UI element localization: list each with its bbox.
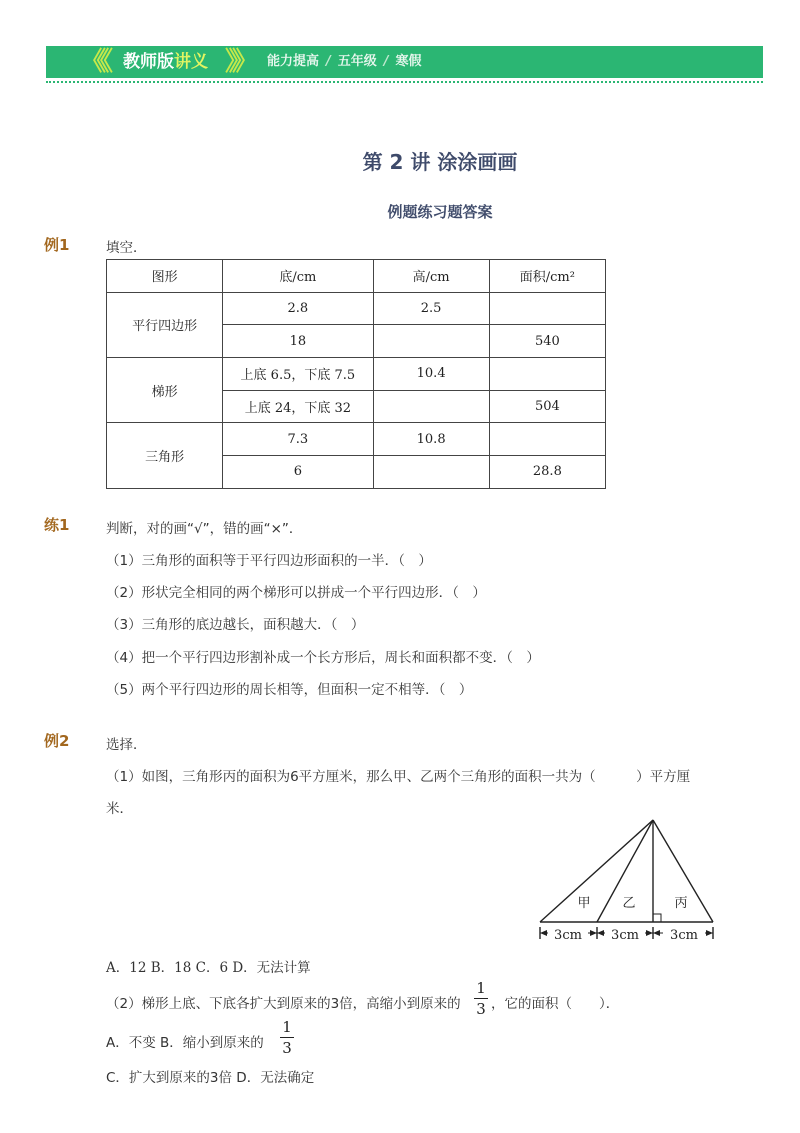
table-cell: 上底 24，下底 32 (223, 390, 373, 423)
judgement-item: （1）三角形的面积等于平行四边形面积的一半．（ ） (106, 553, 432, 569)
table-cell: 2.5 (373, 292, 489, 325)
chevron-right-icon: 》》 (225, 47, 253, 77)
label-yi: 乙 (622, 896, 636, 911)
table-cell: 上底 6.5，下底 7.5 (223, 358, 373, 391)
table-cell (489, 292, 605, 325)
header-title-part1: 教师版 (123, 52, 174, 72)
shape-name-cell: 梯形 (107, 358, 223, 423)
breadcrumb (267, 46, 422, 78)
fraction-denominator: 3 (476, 1000, 486, 1018)
dimension-label: 3cm (670, 928, 698, 943)
chevron-left-icon: 《《 (80, 47, 108, 77)
example-1-tag: 例1 (44, 236, 70, 254)
label-jia: 甲 (577, 896, 591, 911)
table-cell: 540 (489, 325, 605, 358)
table-row (107, 423, 606, 456)
table-cell: 7.3 (223, 423, 373, 456)
example-2-tag: 例2 (44, 732, 70, 750)
question-2-suffix: ，它的面积（ ）． (491, 996, 620, 1012)
example-2-instruction: 选择． (106, 737, 147, 753)
example-1-instruction: 填空． (106, 240, 147, 256)
header-banner (46, 46, 763, 78)
table-cell: 10.8 (373, 423, 489, 456)
table-row (107, 358, 606, 391)
judgement-item: （2）形状完全相同的两个梯形可以拼成一个平行四边形．（ ） (106, 585, 486, 601)
area-table (106, 259, 606, 489)
table-cell (373, 456, 489, 489)
breadcrumb-level: 能力提高 (267, 54, 320, 69)
table-cell (373, 390, 489, 423)
question-2-options-cd: C．扩大到原来的3倍 D．无法确定 (106, 1070, 315, 1086)
table-cell: 18 (223, 325, 373, 358)
header-title-part2: 讲义 (174, 52, 208, 72)
fraction-numerator: 1 (282, 1018, 292, 1036)
judgement-item: （5）两个平行四边形的周长相等，但面积一定不相等．（ ） (106, 682, 473, 698)
table-cell: 28.8 (489, 456, 605, 489)
header-title (123, 46, 208, 78)
table-cell: 504 (489, 390, 605, 423)
fraction-bar (474, 998, 488, 999)
fraction-one-third (280, 1019, 294, 1056)
judgement-item: （3）三角形的底边越长，面积越大．（ ） (106, 617, 365, 633)
right-angle-mark (653, 914, 661, 922)
dimension-label: 3cm (554, 928, 582, 943)
lecture-title: 第 2 讲 涂涂画画 (362, 150, 518, 174)
dimension-label: 3cm (611, 928, 639, 943)
shape-name-cell: 平行四边形 (107, 292, 223, 357)
question-2-options-ab: A．不变 B．缩小到原来的 (106, 1035, 264, 1051)
breadcrumb-grade: 五年级 (337, 54, 377, 69)
table-cell: 2.8 (223, 292, 373, 325)
label-bing: 丙 (674, 896, 688, 911)
fraction-one-third (474, 980, 488, 1017)
question-1-line-2: 米． (106, 801, 133, 817)
fraction-numerator: 1 (476, 979, 486, 997)
fraction-denominator: 3 (282, 1039, 292, 1057)
table-cell (489, 423, 605, 456)
breadcrumb-separator: / (326, 54, 331, 69)
table-header-cell: 底/cm (223, 260, 373, 293)
table-cell: 6 (223, 456, 373, 489)
table-cell (373, 325, 489, 358)
table-header-cell: 图形 (107, 260, 223, 293)
practice-1-instruction: 判断，对的画“√”，错的画“×”． (106, 521, 303, 537)
triangle-diagram (535, 815, 725, 955)
question-1-line-1: （1）如图，三角形丙的面积为6平方厘米，那么甲、乙两个三角形的面积一共为（ ）平方厘 (106, 769, 691, 785)
breadcrumb-term: 寒假 (395, 54, 422, 69)
diagram-edge (540, 820, 653, 922)
table-header-cell: 面积/cm² (489, 260, 605, 293)
table-cell: 10.4 (373, 358, 489, 391)
table-header-cell: 高/cm (373, 260, 489, 293)
question-2-prefix: （2）梯形上底、下底各扩大到原来的3倍，高缩小到原来的 (106, 996, 461, 1012)
practice-1-tag: 练1 (44, 516, 70, 534)
table-header-row (107, 260, 606, 293)
breadcrumb-separator: / (383, 54, 389, 69)
header-dotted-divider (46, 81, 763, 83)
section-subtitle: 例题练习题答案 (387, 203, 493, 221)
shape-name-cell: 三角形 (107, 423, 223, 488)
table-row (107, 292, 606, 325)
table-cell (489, 358, 605, 391)
judgement-item: （4）把一个平行四边形割补成一个长方形后，周长和面积都不变．（ ） (106, 650, 540, 666)
question-1-options: A．12 B．18 C．6 D．无法计算 (106, 960, 311, 976)
fraction-bar (280, 1037, 294, 1038)
